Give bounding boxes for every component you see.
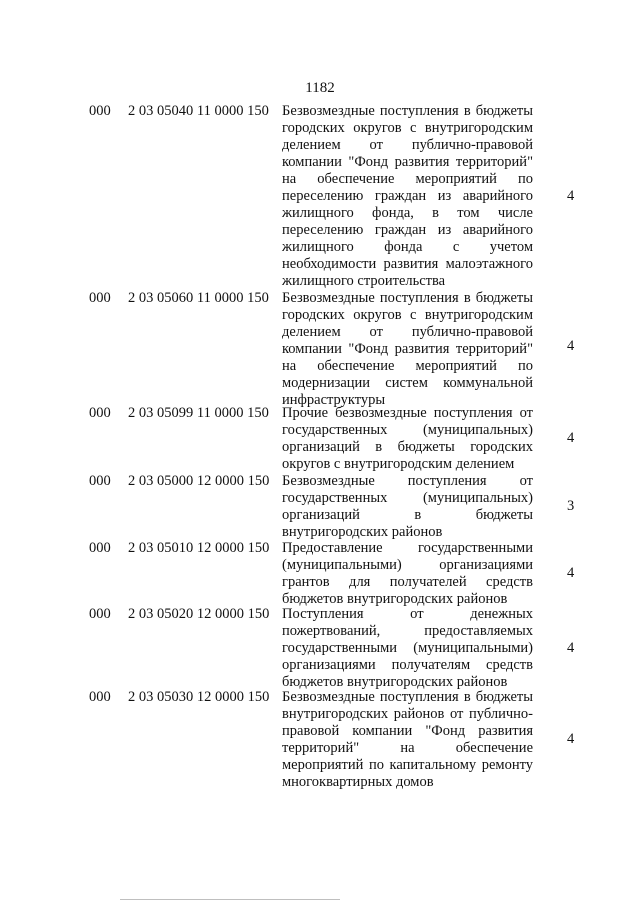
level-indicator: 3 (567, 498, 575, 514)
revenue-description: Безвозмездные поступления в бюджеты городских округов с внутригородским делением от публично-правовой компании "Фонд развития территорий" на обеспечение мероприятий по переселению граждан из аварийного жилищного фонда, в том числе переселению граждан из аварийного жилищного фонда с учетом необходимости развития малоэтажного жилищного строительства (282, 103, 533, 289)
level-indicator: 4 (567, 731, 575, 747)
level-indicator: 4 (567, 640, 575, 656)
admin-code: 000 (89, 606, 111, 622)
revenue-description: Безвозмездные поступления в бюджеты внутригородских районов от публично-правовой компании "Фонд развития территорий" на обеспечение мероприятий по капитальному ремонту многоквартирных домов (282, 689, 533, 790)
admin-code: 000 (89, 473, 111, 489)
admin-code: 000 (89, 290, 111, 306)
admin-code: 000 (89, 405, 111, 421)
scan-artifact-line (120, 899, 340, 900)
admin-code: 000 (89, 103, 111, 119)
level-indicator: 4 (567, 565, 575, 581)
revenue-description: Поступления от денежных пожертвований, предоставляемых государственными (муниципальными) организациями получателям средств бюджетов внутригородских районов (282, 606, 533, 690)
level-indicator: 4 (567, 430, 575, 446)
revenue-description: Предоставление государственными (муниципальными) организациями грантов для получателей средств бюджетов внутригородских районов (282, 540, 533, 607)
level-indicator: 4 (567, 188, 575, 204)
budget-classification-code: 2 03 05010 12 0000 150 (128, 540, 270, 556)
budget-classification-code: 2 03 05020 12 0000 150 (128, 606, 270, 622)
budget-classification-code: 2 03 05000 12 0000 150 (128, 473, 270, 489)
admin-code: 000 (89, 689, 111, 705)
revenue-description: Безвозмездные поступления в бюджеты городских округов с внутригородским делением от публично-правовой компании "Фонд развития территорий" на обеспечение мероприятий по модернизации систем коммунальной инфраструктуры (282, 290, 533, 408)
revenue-description: Безвозмездные поступления от государственных (муниципальных) организаций в бюджеты внутригородских районов (282, 473, 533, 540)
budget-classification-code: 2 03 05040 11 0000 150 (128, 103, 269, 119)
level-indicator: 4 (567, 338, 575, 354)
revenue-description: Прочие безвозмездные поступления от государственных (муниципальных) организаций в бюджеты городских округов с внутригородским делением (282, 405, 533, 472)
budget-classification-code: 2 03 05060 11 0000 150 (128, 290, 269, 306)
budget-classification-code: 2 03 05030 12 0000 150 (128, 689, 270, 705)
budget-classification-code: 2 03 05099 11 0000 150 (128, 405, 269, 421)
admin-code: 000 (89, 540, 111, 556)
page-number: 1182 (305, 80, 335, 96)
